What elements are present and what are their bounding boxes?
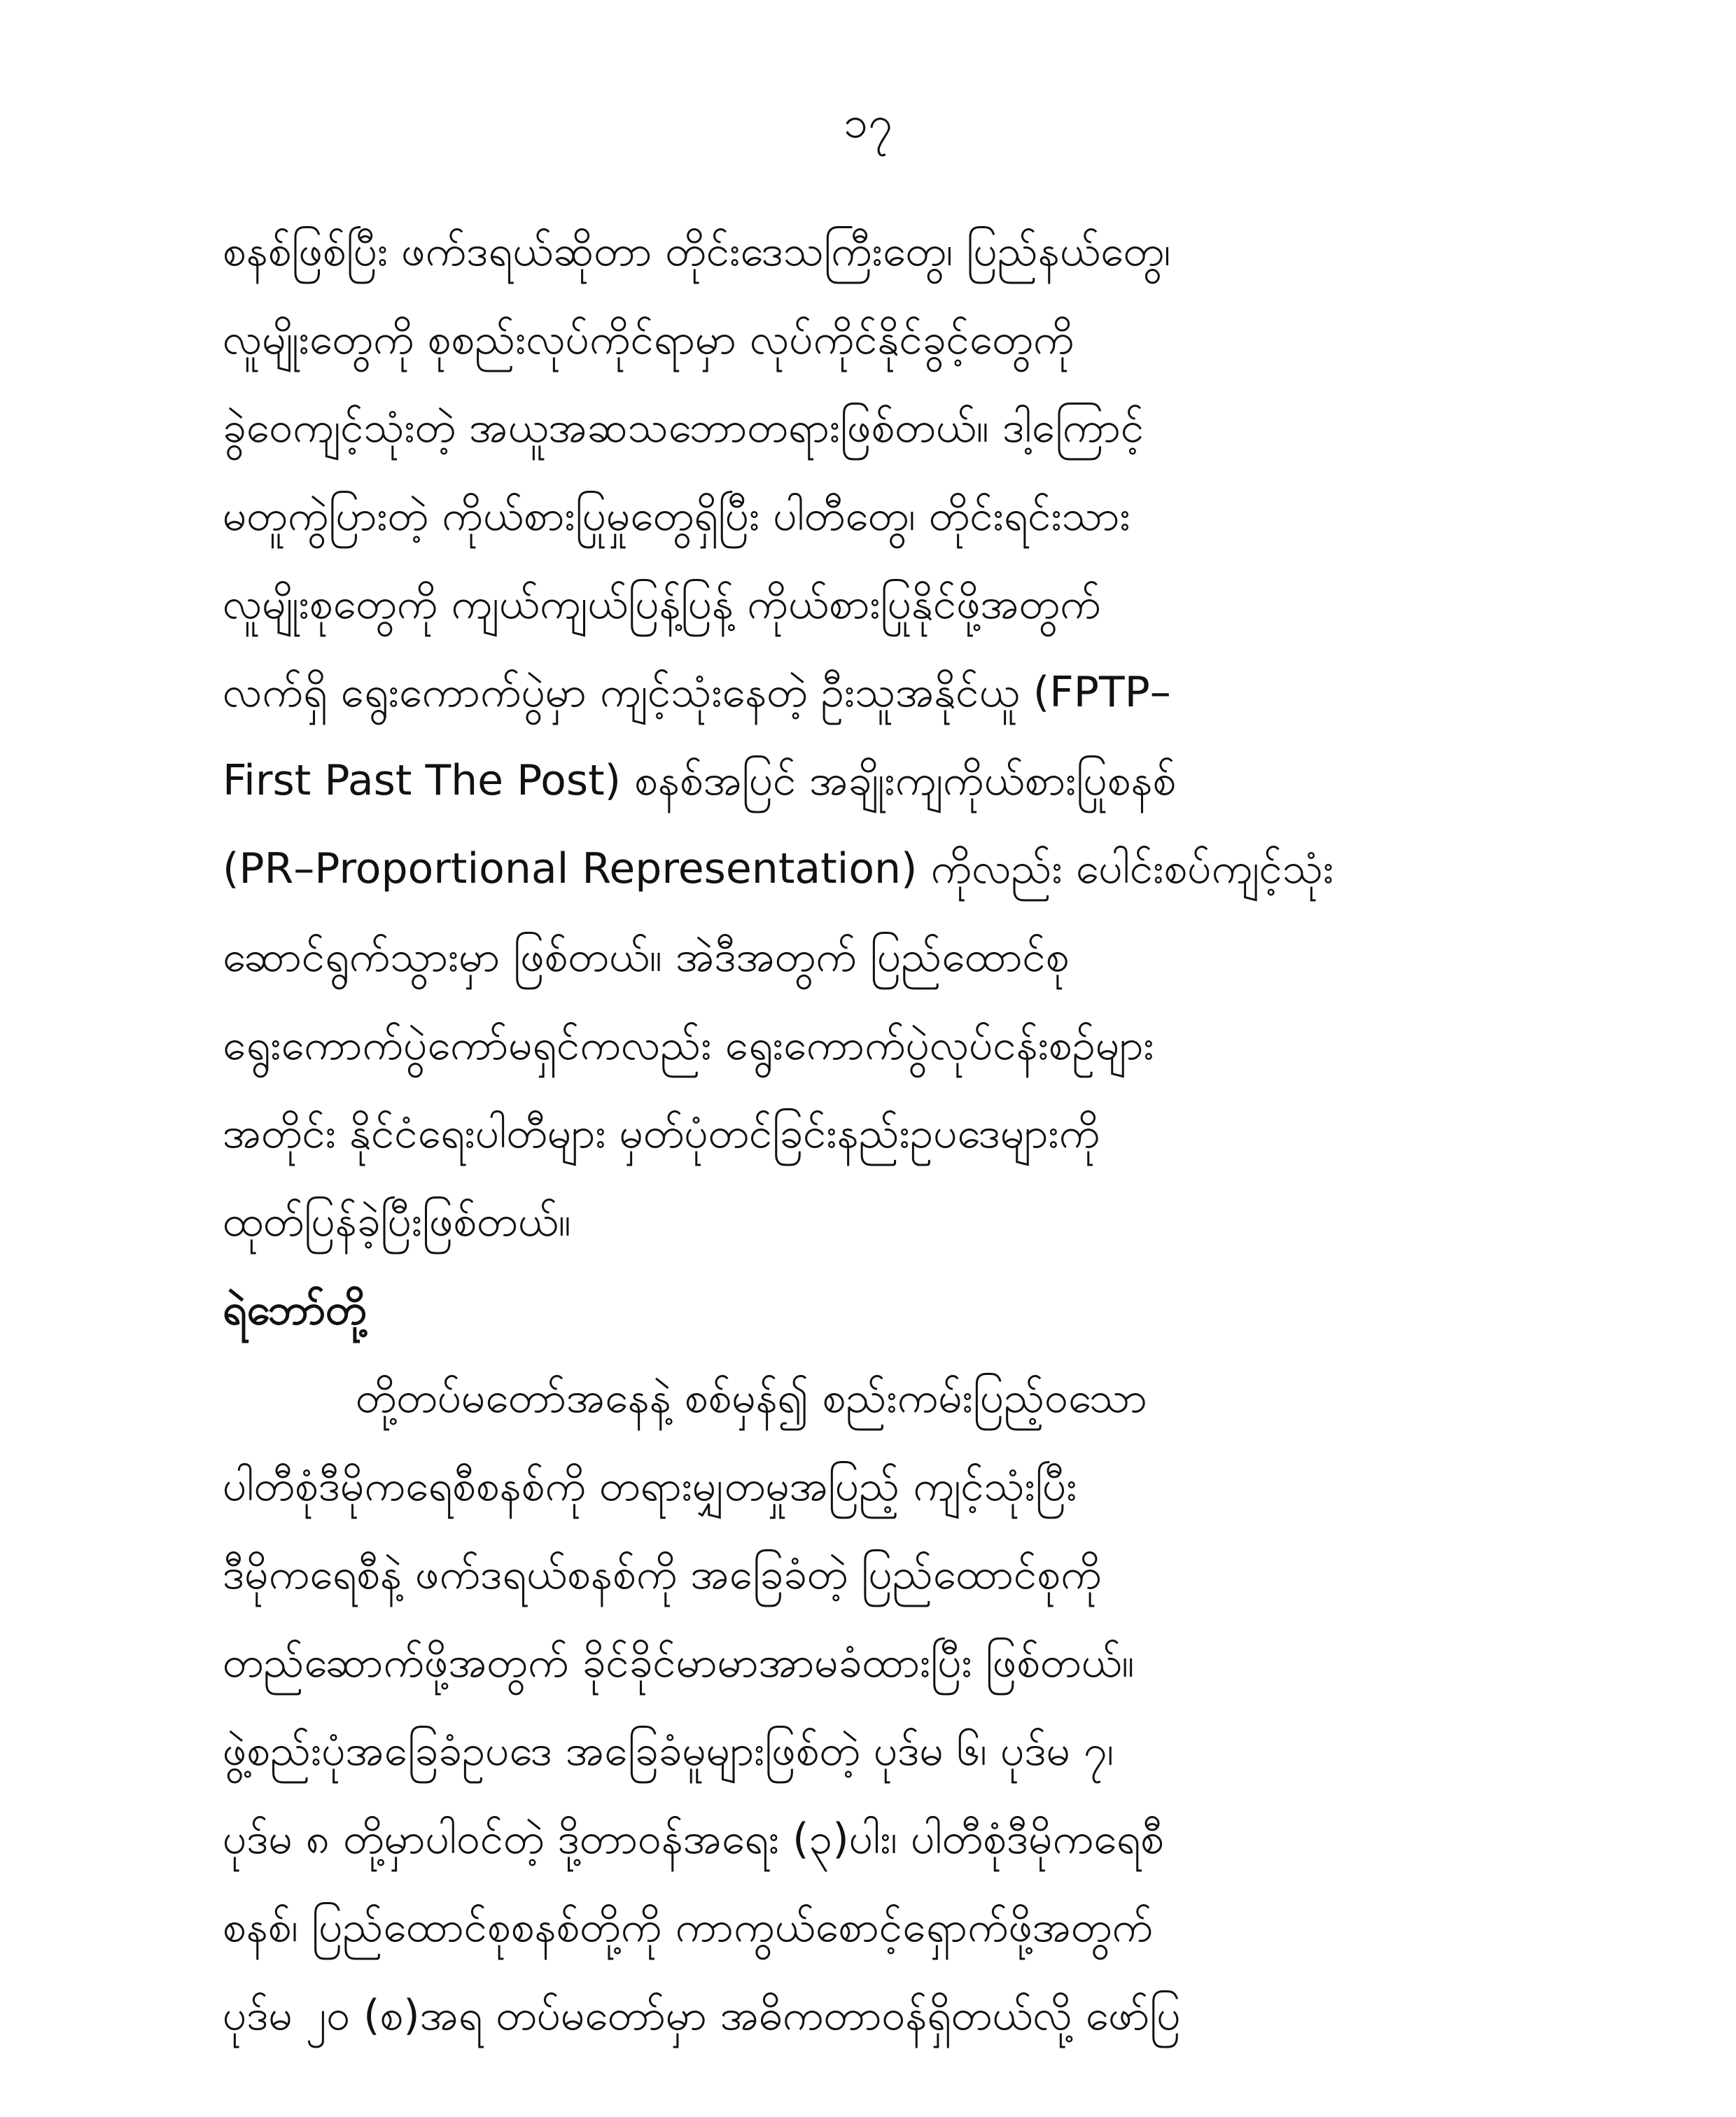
text-line: (PR–Proportional Representation) ကိုလည်း ပေါင်းစပ်ကျင့်သုံး bbox=[223, 844, 1334, 893]
text-line: တို့တပ်မတော်အနေနဲ့ စစ်မှန်၍ စည်းကမ်းပြည့်ဝသော bbox=[356, 1374, 1147, 1423]
body-text bbox=[223, 207, 1556, 2060]
text-line: လူမျိုးတွေကို စုစည်းလုပ်ကိုင်ရာမှာ လုပ်ကိုင်နိုင်ခွင့်တွေကို bbox=[223, 315, 1074, 364]
text-line: ပါတီစုံဒီမိုကရေစီစနစ်ကို တရားမျှတမှုအပြည့် ကျင့်သုံးပြီး bbox=[223, 1462, 1077, 1511]
text-line: ဖွဲ့စည်းပုံအခြေခံဥပဒေ အခြေခံမူများဖြစ်တဲ့ ပုဒ်မ ၆၊ ပုဒ်မ ၇၊ bbox=[223, 1726, 1114, 1775]
text-line: ရွေးကောက်ပွဲကော်မရှင်ကလည်း ရွေးကောက်ပွဲလုပ်ငန်းစဉ်များ bbox=[223, 1021, 1154, 1070]
paragraph-2 bbox=[223, 1354, 1556, 2060]
text-line: ထုတ်ပြန်ခဲ့ပြီးဖြစ်တယ်။ bbox=[223, 1197, 571, 1246]
page-number: ၁၇ bbox=[844, 97, 892, 148]
text-line: လူမျိုးစုတွေကို ကျယ်ကျယ်ပြန့်ပြန့် ကိုယ်စားပြုနိုင်ဖို့အတွက် bbox=[223, 580, 1101, 629]
section-heading: ရဲဘော်တို့ bbox=[223, 1285, 367, 1334]
text-line: First Past The Post) စနစ်အပြင် အချိုးကျကိုယ်စားပြုစနစ် bbox=[223, 756, 1177, 805]
text-line: ဒီမိုကရေစီနဲ့ ဖက်ဒရယ်စနစ်ကို အခြေခံတဲ့ ပြည်ထောင်စုကို bbox=[223, 1550, 1102, 1599]
text-line: ဆောင်ရွက်သွားမှာ ဖြစ်တယ်။ အဲဒီအတွက် ပြည်ထောင်စု bbox=[223, 932, 1070, 981]
text-line: တည်ဆောက်ဖို့အတွက် ခိုင်ခိုင်မာမာအာမခံထားပြီး ဖြစ်တယ်။ bbox=[223, 1638, 1135, 1687]
text-line: စနစ်ဖြစ်ပြီး ဖက်ဒရယ်ဆိုတာ တိုင်းဒေသကြီးတွေ၊ ပြည်နယ်တွေ၊ bbox=[223, 227, 1171, 276]
text-line: ပုဒ်မ ၂၀ (စ)အရ တပ်မတော်မှာ အဓိကတာဝန်ရှိတယ်လို့ ဖော်ပြ bbox=[223, 1991, 1181, 2040]
text-line: မတူကွဲပြားတဲ့ ကိုယ်စားပြုမှုတွေရှိပြီး ပါတီတွေ၊ တိုင်းရင်းသား bbox=[223, 491, 1130, 540]
text-line: အတိုင်း နိုင်ငံရေးပါတီများ မှတ်ပုံတင်ခြင်းနည်းဥပဒေများကို bbox=[223, 1109, 1100, 1158]
text-line: လက်ရှိ ရွေးကောက်ပွဲမှာ ကျင့်သုံးနေတဲ့ ဦးသူအနိုင်ယူ (FPTP– bbox=[223, 668, 1171, 717]
text-line: ပုဒ်မ ၈ တို့မှာပါဝင်တဲ့ ဒို့တာဝန်အရေး (၃)ပါး၊ ပါတီစုံဒီမိုကရေစီ bbox=[223, 1815, 1164, 1864]
paragraph-1 bbox=[223, 207, 1556, 1266]
text-line: ခွဲဝေကျင့်သုံးတဲ့ အယူအဆသဘောတရားဖြစ်တယ်။ ဒါ့ကြောင့် bbox=[223, 403, 1144, 452]
text-line: စနစ်၊ ပြည်ထောင်စုစနစ်တို့ကို ကာကွယ်စောင့်ရှောက်ဖို့အတွက် bbox=[223, 1903, 1154, 1952]
